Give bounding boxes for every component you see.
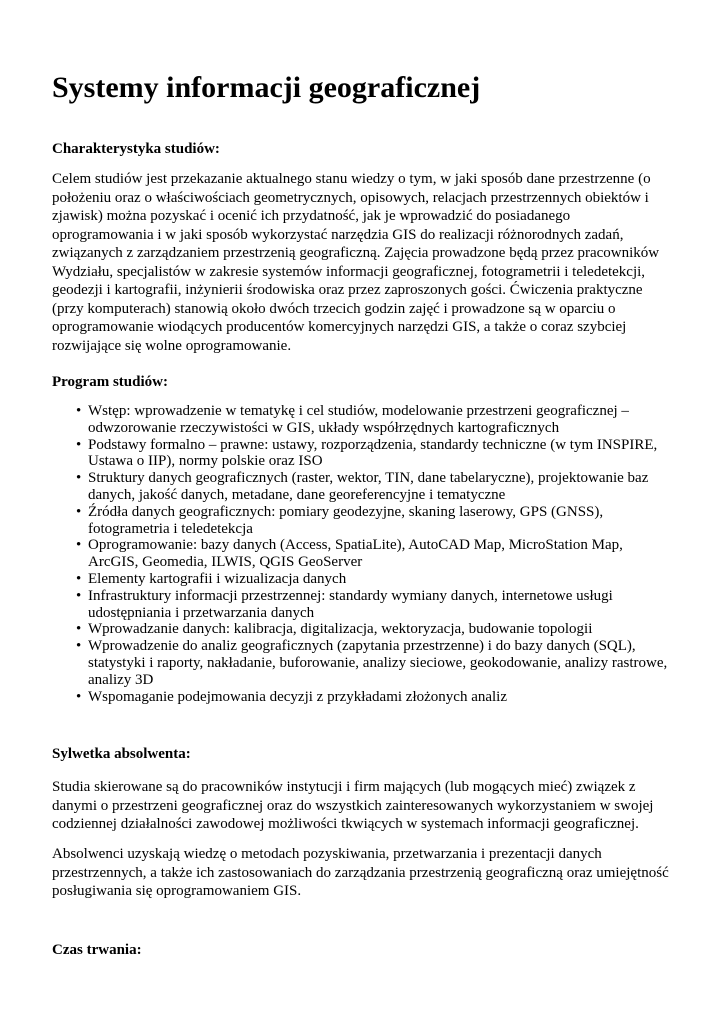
page-title: Systemy informacji geograficznej [52, 71, 481, 104]
list-item [76, 537, 674, 571]
list-item [76, 470, 674, 504]
list-item-text: Struktury danych geograficznych (raster, wektor, TIN, dane tabelaryczne), projektowanie baz danych, jakość danych, metadane, dane georeferencyjne i tematyczne [88, 470, 649, 503]
list-item [76, 436, 674, 471]
list-item-text: Wprowadzanie danych: kalibracja, digitalizacja, wektoryzacja, budowanie topologii [88, 621, 593, 638]
bullet-icon: • [76, 621, 82, 638]
list-item [76, 587, 674, 622]
list-item [76, 403, 674, 437]
bullet-icon: • [76, 403, 82, 419]
list-item [76, 570, 674, 588]
program-list [52, 403, 674, 705]
list-item-text: Wstęp: wprowadzenie w tematykę i cel studiów, modelowanie przestrzeni geograficznej – odwzorowanie rzeczywistości w GIS, układy współrzędnych kartograficznych [88, 403, 629, 436]
list-item [76, 688, 674, 706]
list-item-text: Elementy kartografii i wizualizacja danych [88, 570, 347, 587]
bullet-icon: • [76, 503, 82, 520]
bullet-icon: • [76, 436, 82, 453]
bullet-icon: • [76, 537, 82, 554]
list-item [76, 621, 674, 638]
list-item [76, 503, 674, 538]
program-heading: Program studiów: [52, 374, 168, 390]
list-item-text: Infrastruktury informacji przestrzennej: standardy wymiany danych, internetowe usługi udostępniania i przetwarzania danych [88, 587, 613, 621]
bullet-icon: • [76, 688, 82, 705]
list-item [76, 638, 674, 688]
characteristics-text: Celem studiów jest przekazanie aktualnego stanu wiedzy o tym, w jaki sposób dane przestrzenne (o położeniu oraz o właściwościach geometrycznych, opisowych, relacjach przestrzennych obiektów i zjawisk) można pozyskać i ocenić ich przydatność, jak je wprowadzić do posiadanego oprogramowania i w jaki sposób wykorzystać narzędzia GIS do realizacji różnorodnych zadań, związanych z zarządzaniem przestrzenią geograficzną. Zajęcia prowadzone będą przez pracowników Wydziału, specjalistów w zakresie systemów informacji geograficznej, fotogrametrii i teledetekcji, geodezji i kartografii, inżynierii środowiska oraz przez zaproszonych gości. Ćwiczenia praktyczne (przy komputerach) stanowią około dwóch trzecich godzin zajęć i prowadzone są w oparciu o oprogramowanie wiodących producentów komercyjnych narzędzi GIS, a także o coraz szybciej rozwijające się wolne oprogramowanie. [52, 171, 660, 354]
graduate-paragraph-1: Studia skierowane są do pracowników instytucji i firm mających (lub mogących mieć) związek z danymi o przestrzeni geograficznej oraz do wszystkich zainteresowanych wykorzystaniem w swojej codziennej działalności zawodowej możliwości tkwiących w systemach informacji geograficznej. [52, 779, 654, 832]
characteristics-heading: Charakterystyka studiów: [52, 141, 220, 157]
bullet-icon: • [76, 587, 82, 604]
list-item-text: Źródła danych geograficznych: pomiary geodezyjne, skaning laserowy, GPS (GNSS), fotogrametria i teledetekcja [88, 503, 604, 537]
graduate-heading: Sylwetka absolwenta: [52, 746, 191, 762]
graduate-paragraph-2: Absolwenci uzyskają wiedzę o metodach pozyskiwania, przetwarzania i prezentacji danych przestrzennych, a także ich zastosowaniach do zarządzania przestrzenią geograficzną oraz umiejętność posługiwania się oprogramowaniem GIS. [52, 846, 669, 899]
duration-heading: Czas trwania: [52, 942, 142, 958]
bullet-icon: • [76, 470, 82, 487]
list-item-text: Wspomaganie podejmowania decyzji z przykładami złożonych analiz [88, 688, 507, 705]
bullet-icon: • [76, 570, 82, 587]
list-item-text: Wprowadzenie do analiz geograficznych (zapytania przestrzenne) i do bazy danych (SQL), statystyki i raporty, nakładanie, buforowanie, analizy sieciowe, geokodowanie, analizy rastrowe, analizy 3D [88, 638, 668, 688]
list-item-text: Oprogramowanie: bazy danych (Access, SpatiaLite), AutoCAD Map, MicroStation Map, ArcGIS, Geomedia, ILWIS, QGIS GeoServer [88, 537, 623, 571]
list-item-text: Podstawy formalno – prawne: ustawy, rozporządzenia, standardy techniczne (w tym INSPIRE, Ustawa o IIP), normy polskie oraz ISO [88, 436, 658, 470]
bullet-icon: • [76, 638, 82, 655]
